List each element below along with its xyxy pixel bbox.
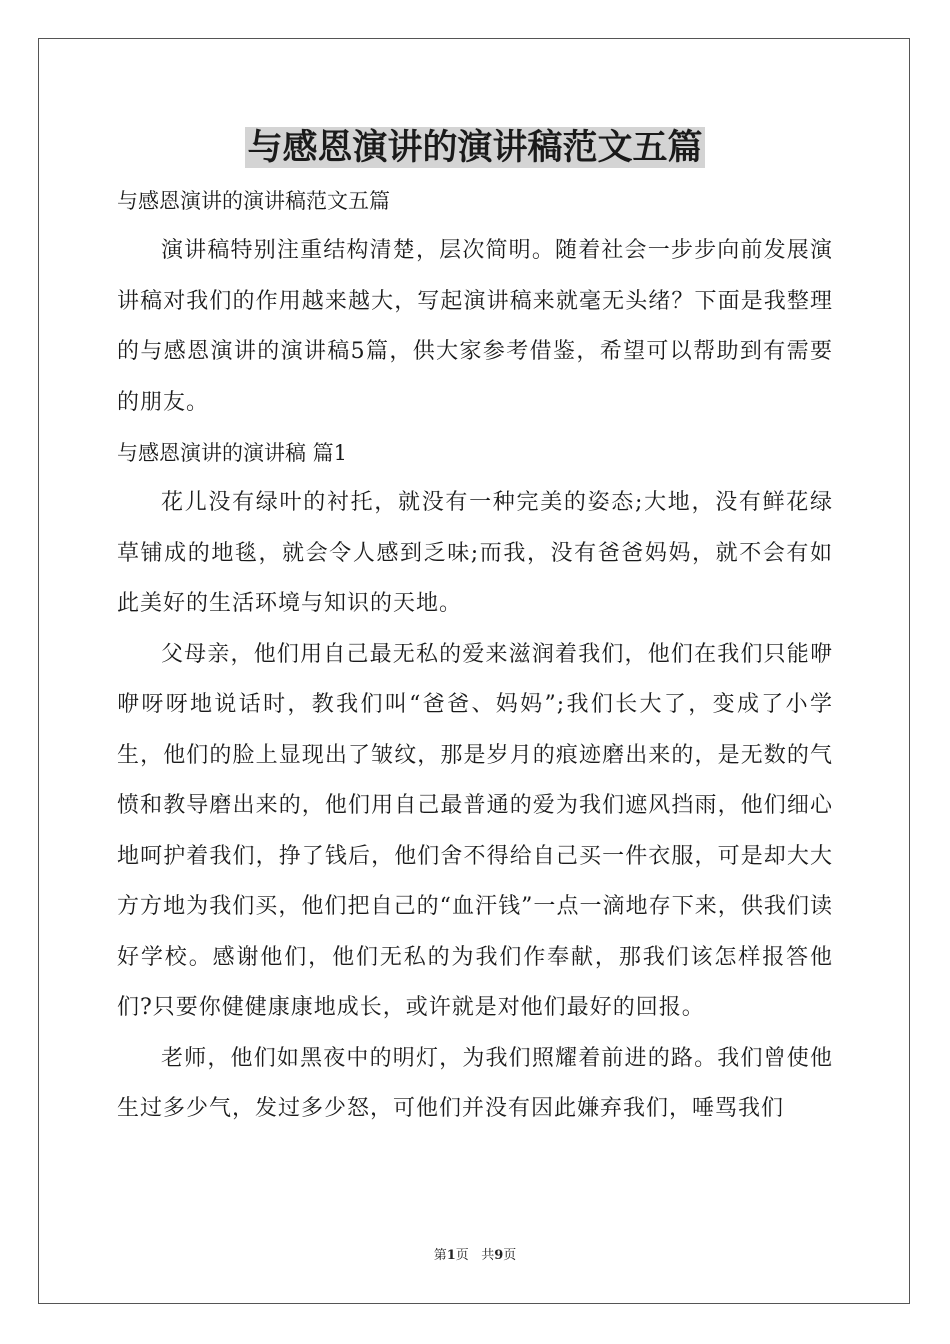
document-body [117,120,833,1135]
page-number: 1 [446,1248,456,1263]
body-paragraph: 父母亲，他们用自己最无私的爱来滋润着我们，他们在我们只能咿咿呀呀地说话时，教我们叫“爸爸、妈妈”;我们长大了，变成了小学生，他们的脸上显现出了皱纹，那是岁月的痕迹磨出来的，是无数的气愤和教导磨出来的，他们用自己最普通的爱为我们遮风挡雨，他们细心地呵护着我们，挣了钱后，他们舍不得给自己买一件衣服，可是却大大方方地为我们买，他们把自己的“血汗钱”一点一滴地存下来，供我们读好学校。感谢他们，他们无私的为我们作奉献，那我们该怎样报答他们?只要你健健康康地成长，或许就是对他们最好的回报。 [117,641,833,1020]
page-total: 9 [494,1248,504,1263]
page-footer [0,1246,950,1266]
document-title-text: 与感恩演讲的演讲稿范文五篇 [247,127,703,168]
document-subtitle: 与感恩演讲的演讲稿范文五篇 [117,189,390,213]
page-suffix: 页 [455,1248,469,1263]
total-suffix: 页 [503,1248,517,1263]
section-heading: 与感恩演讲的演讲稿 篇1 [117,441,348,465]
page-prefix: 第 [433,1248,447,1263]
intro-paragraph: 演讲稿特别注重结构清楚，层次简明。随着社会一步步向前发展演讲稿对我们的作用越来越大，写起演讲稿来就毫无头绪？下面是我整理的与感恩演讲的演讲稿5篇，供大家参考借鉴，希望可以帮助到有需要的朋友。 [117,238,833,415]
body-paragraph: 老师，他们如黑夜中的明灯，为我们照耀着前进的路。我们曾使他生过多少气，发过多少怒，可他们并没有因此嫌弃我们，唾骂我们 [117,1045,833,1121]
total-prefix: 共 [481,1248,495,1263]
document-title [117,120,833,176]
body-paragraph: 花儿没有绿叶的衬托，就没有一种完美的姿态;大地，没有鲜花绿草铺成的地毯，就会令人感到乏味;而我，没有爸爸妈妈，就不会有如此美好的生活环境与知识的天地。 [117,490,833,616]
